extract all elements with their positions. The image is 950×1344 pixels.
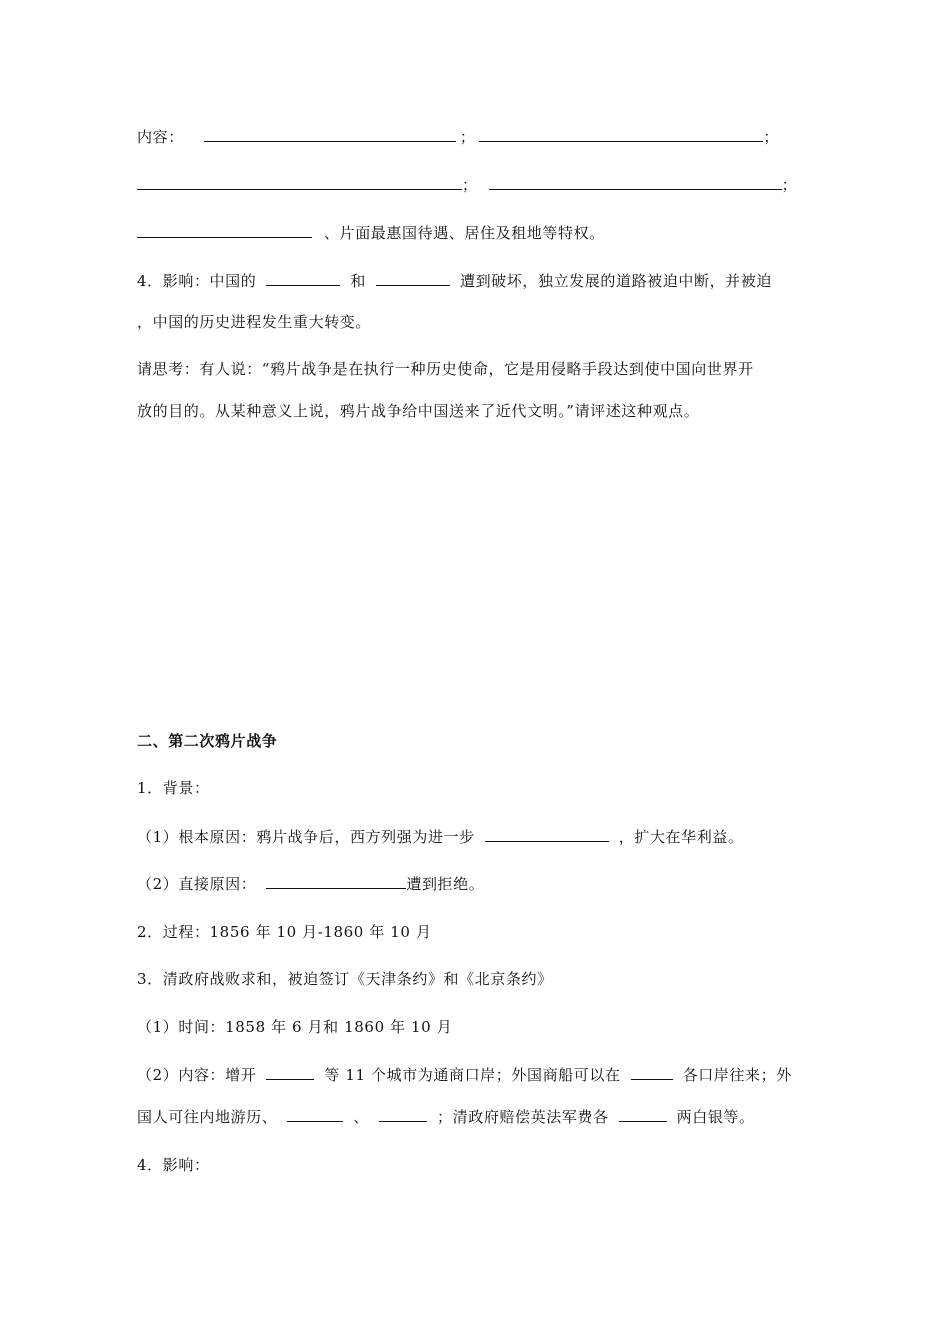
travel-blank-1[interactable] — [287, 1106, 343, 1122]
think-line-2-text: 放的目的。从某种意义上说，鸦片战争给中国送来了近代文明。”请评述这种观点。 — [137, 402, 700, 420]
content-line-2-mid: ；清政府赔偿英法军费各 — [437, 1108, 609, 1126]
content-line-2-prefix: 国人可往内地游历、 — [137, 1108, 278, 1126]
impact-line-2 — [137, 311, 822, 333]
section-2-title: 二、第二次鸦片战争 — [137, 732, 278, 750]
section-title — [137, 730, 822, 752]
content-mid-1: 等 11 个城市为通商口岸；外国商船可以在 — [324, 1066, 621, 1084]
content-line-3-tail: 、片面最惠国待遇、居住及租地等特权。 — [324, 224, 605, 242]
content-blank-3[interactable] — [137, 174, 462, 190]
impact-line-1 — [137, 270, 822, 292]
think-line-1-text: 请思考：有人说：“鸦片战争是在执行一种历史使命，它是用侵略手段达到使中国向世界开 — [137, 360, 754, 378]
think-line-2 — [137, 400, 822, 422]
content-blank-5[interactable] — [137, 222, 312, 238]
content-prefix: （2）内容：增开 — [137, 1066, 257, 1084]
content-blank-2[interactable] — [479, 126, 763, 142]
direct-cause-prefix: （2）直接原因： — [137, 875, 257, 893]
waters-blank[interactable] — [631, 1064, 673, 1080]
root-cause-blank[interactable] — [485, 826, 609, 842]
direct-cause-suffix: 遭到拒绝。 — [406, 875, 485, 893]
content-separator: 、 — [353, 1108, 370, 1126]
root-cause-line — [137, 826, 822, 848]
background-label: 1．背景： — [137, 779, 210, 797]
content-line-2-suffix: 两白银等。 — [676, 1108, 755, 1126]
impact-2-label: 4．影响： — [137, 1156, 210, 1174]
content-detail-line-1 — [137, 1064, 822, 1086]
content-mid-2: 各口岸往来；外 — [682, 1066, 792, 1084]
semicolon: ； — [781, 176, 798, 194]
content-line-2 — [137, 174, 822, 196]
semicolon: ； — [462, 176, 478, 194]
treaty-line — [137, 968, 822, 990]
process-text: 2．过程：1856 年 10 月-1860 年 10 月 — [137, 923, 432, 941]
process-line — [137, 921, 822, 943]
impact-prefix: 4．影响：中国的 — [137, 272, 257, 290]
semicolon: ； — [459, 128, 476, 146]
impact-blank-1[interactable] — [266, 270, 340, 286]
root-cause-suffix: ，扩大在华利益。 — [618, 828, 744, 846]
content-detail-line-2 — [137, 1106, 822, 1128]
ports-blank[interactable] — [266, 1064, 314, 1080]
indemnity-blank[interactable] — [619, 1106, 667, 1122]
direct-cause-line — [137, 873, 822, 895]
treaty-text: 3．清政府战败求和，被迫签订《天津条约》和《北京条约》 — [137, 970, 553, 988]
content-line-3 — [137, 222, 822, 244]
time-line — [137, 1016, 822, 1038]
think-line-1 — [137, 358, 822, 380]
semicolon: ； — [763, 128, 780, 146]
impact-blank-2[interactable] — [376, 270, 450, 286]
content-blank-1[interactable] — [204, 126, 456, 142]
background-line — [137, 777, 822, 799]
content-label: 内容： — [137, 128, 184, 146]
impact-line-2-text: ，中国的历史进程发生重大转变。 — [137, 313, 372, 331]
impact-tail: 遭到破坏，独立发展的道路被迫中断，并被迫 — [459, 272, 772, 290]
impact-and: 和 — [350, 272, 366, 290]
impact-2-line — [137, 1154, 822, 1176]
travel-blank-2[interactable] — [379, 1106, 427, 1122]
direct-cause-blank[interactable] — [266, 873, 406, 889]
time-text: （1）时间：1858 年 6 月和 1860 年 10 月 — [137, 1018, 453, 1036]
content-line-1 — [137, 126, 822, 148]
root-cause-prefix: （1）根本原因：鸦片战争后，西方列强为进一步 — [137, 828, 475, 846]
content-blank-4[interactable] — [489, 174, 782, 190]
